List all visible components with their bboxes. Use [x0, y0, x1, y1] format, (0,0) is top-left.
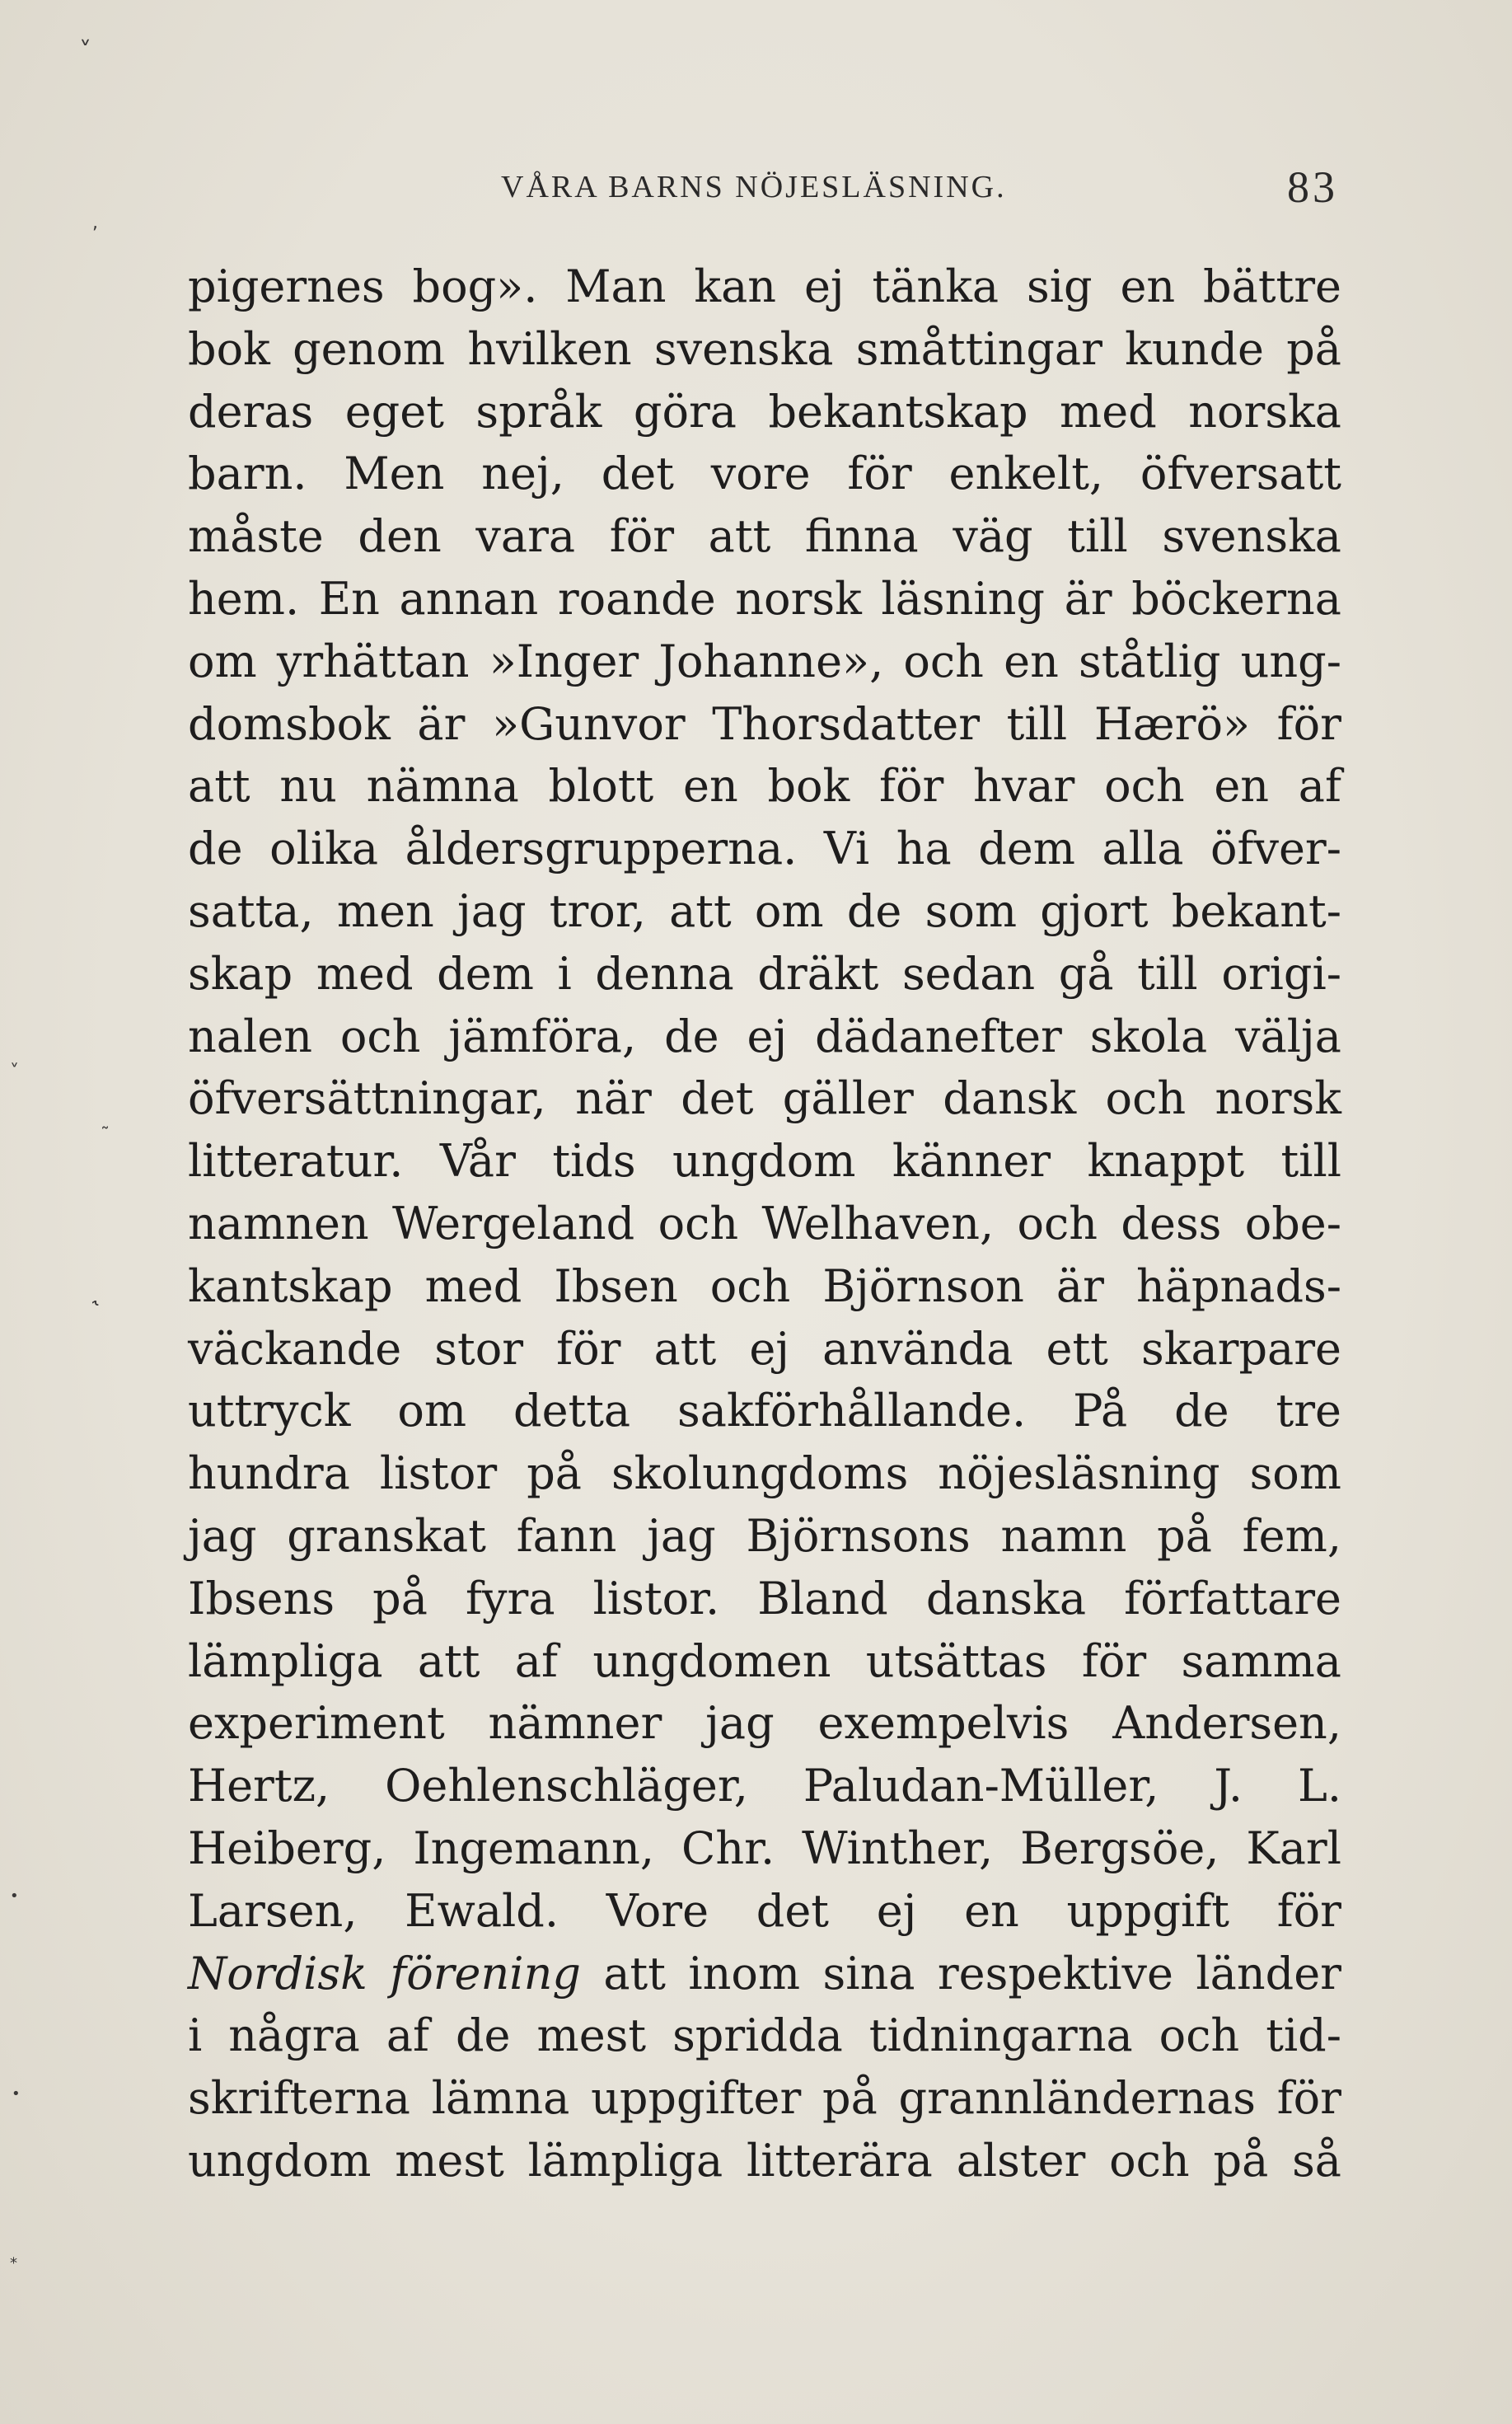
margin-speck: ˬ — [79, 16, 91, 45]
text-line: bok genom hvilken svenska småttingar kunde på — [188, 322, 1341, 375]
text-line: Ibsens på fyra listor. Bland danska författare — [188, 1572, 1341, 1625]
text-line: kantskap med Ibsen och Björnson är häpnads- — [188, 1259, 1341, 1312]
text-line: Hertz, Oehlenschläger, Paludan-Müller, J. L. — [188, 1760, 1341, 1812]
margin-speck: ˞ — [92, 1294, 98, 1315]
text-line: nalen och jämföra, de ej dädanefter skola välja — [188, 1010, 1341, 1062]
text-line: öfversättningar, när det gäller dansk och norsk — [188, 1072, 1341, 1125]
text-line-rest: att inom sina respektive länder — [603, 1947, 1341, 2000]
text-line: måste den vara för att finna väg till svenska — [188, 510, 1341, 563]
text-line: lämpliga att af ungdomen utsättas för samma — [188, 1634, 1341, 1687]
text-line: litteratur. Vår tids ungdom känner knappt till — [188, 1135, 1341, 1188]
margin-speck: ˜ — [101, 1125, 110, 1146]
text-line: Larsen, Ewald. Vore det ej en uppgift för — [188, 1884, 1341, 1937]
margin-speck: • — [12, 2085, 21, 2103]
italic-phrase: Nordisk förening — [188, 1947, 581, 2000]
text-line: jag granskat fann jag Björnsons namn på fem, — [188, 1509, 1341, 1562]
text-line: uttryck om detta sakförhållande. På de tre — [188, 1385, 1341, 1437]
text-line: domsbok är »Gunvor Thorsdatter till Hærö» för — [188, 697, 1341, 750]
text-line: skrifterna lämna uppgifter på grannländernas för — [188, 2072, 1341, 2125]
margin-speck: • — [10, 1887, 19, 1905]
text-line: väckande stor för att ej använda ett skarpare — [188, 1322, 1341, 1375]
text-line: Heiberg, Ingemann, Chr. Winther, Bergsöe, Karl — [188, 1822, 1341, 1874]
text-line: ungdom mest lämpliga litterära alster och på så — [188, 2134, 1341, 2187]
text-line: de olika åldersgrupperna. Vi ha dem alla öfver- — [188, 823, 1341, 875]
margin-speck: ˅ — [10, 1062, 19, 1082]
text-line: experiment nämner jag exempelvis Andersen, — [188, 1697, 1341, 1750]
margin-speck: ⁎ — [10, 2250, 17, 2267]
text-line: satta, men jag tror, att om de som gjort bekant- — [188, 884, 1341, 937]
running-head: VÅRA BARNS NÖJESLÄSNING. — [501, 170, 1007, 204]
text-line: namnen Wergeland och Welhaven, och dess obe- — [188, 1197, 1341, 1250]
text-line: pigernes bog». Man kan ej tänka sig en bättre — [188, 260, 1341, 312]
text-line-with-italic — [188, 1943, 1341, 2005]
text-line: skap med dem i denna dräkt sedan gå till origi- — [188, 947, 1341, 1000]
text-line: deras eget språk göra bekantskap med norska — [188, 385, 1341, 438]
text-line: hem. En annan roande norsk läsning är böckerna — [188, 572, 1341, 625]
margin-speck: , — [92, 213, 98, 233]
text-line: hundra listor på skolungdoms nöjesläsning som — [188, 1447, 1341, 1500]
page-number: 83 — [1287, 162, 1338, 212]
text-line: att nu nämna blott en bok för hvar och en af — [188, 760, 1341, 813]
text-line: i några af de mest spridda tidningarna och tid- — [188, 2009, 1341, 2062]
text-line: barn. Men nej, det vore för enkelt, öfversatt — [188, 448, 1341, 500]
body-text — [188, 256, 1341, 2192]
text-line: om yrhättan »Inger Johanne», och en ståtlig ung- — [188, 635, 1341, 687]
